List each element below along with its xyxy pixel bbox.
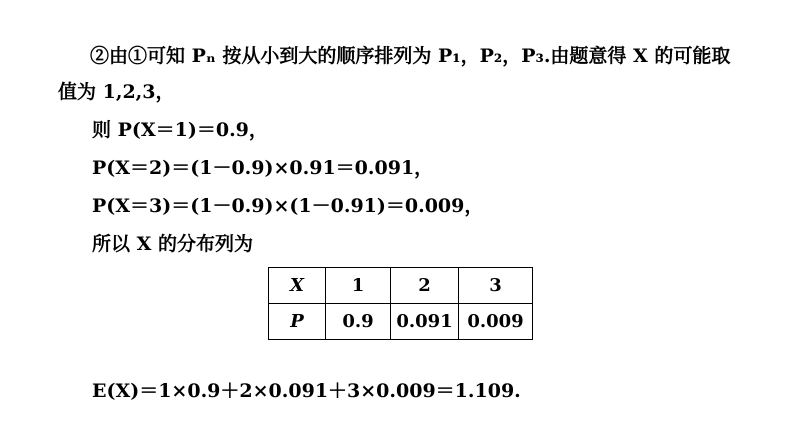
distribution-table	[268, 267, 533, 340]
text-line-5: P(X＝3)＝(1－0.9)×(1－0.91)＝0.009，	[92, 195, 484, 217]
table-header-row	[269, 268, 533, 304]
table-cell: 0.091	[391, 304, 459, 340]
expectation-line: E(X)＝1×0.9＋2×0.091＋3×0.009＝1.109.	[92, 380, 521, 402]
table-cell: 0.9	[326, 304, 391, 340]
table-cell: P	[269, 304, 326, 340]
table-cell: 1	[326, 268, 391, 304]
text-line-1: ②由①可知 Pₙ 按从小到大的顺序排列为 P₁，P₂，P₃.由题意得 X 的可能取	[90, 45, 731, 67]
table-cell: 2	[391, 268, 459, 304]
table-cell: 0.009	[459, 304, 533, 340]
table-cell: 3	[459, 268, 533, 304]
text-line-6: 所以 X 的分布列为	[92, 233, 253, 255]
text-line-4: P(X＝2)＝(1－0.9)×0.91＝0.091，	[92, 157, 434, 179]
table-cell: X	[269, 268, 326, 304]
text-line-2: 值为 1,2,3，	[58, 81, 175, 103]
text-line-3: 则 P(X＝1)＝0.9，	[92, 119, 268, 141]
table-row	[269, 304, 533, 340]
